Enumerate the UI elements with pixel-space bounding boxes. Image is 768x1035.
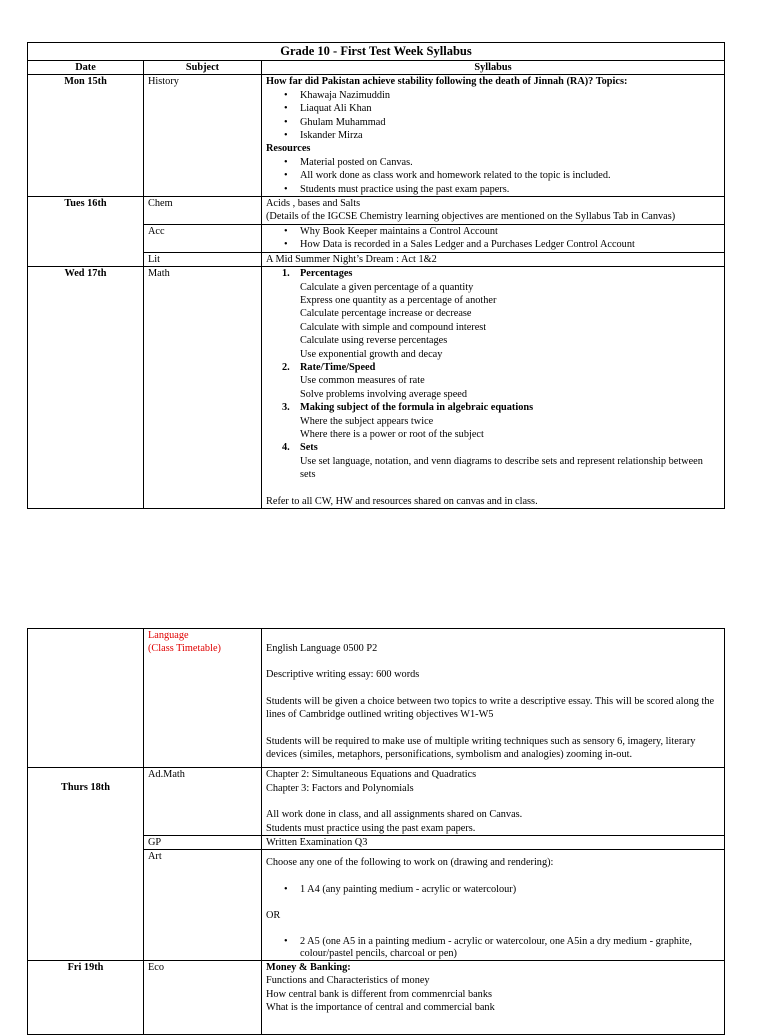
list-item: • Why Book Keeper maintains a Control Account [266,225,720,238]
resources-label: Resources [266,143,311,155]
section-line: Calculate with simple and compound interest [300,321,487,333]
subject-cell: Acc [144,224,262,252]
section-number: 3. [282,402,290,414]
table-row [28,75,725,197]
table-row [28,267,725,509]
eco-heading: Money & Banking: [266,961,351,973]
chem-line1: Acids , bases and Salts [266,198,361,210]
subject-cell: Math [144,267,262,509]
date-cell: Mon 15th [28,75,144,197]
admath-ch3: Chapter 3: Factors and Polynomials [266,782,414,794]
date-cell: Tues 16th [28,197,144,267]
syllabus-cell [262,629,725,768]
syllabus-table-page1 [27,42,725,509]
art-or: OR [266,910,281,922]
resources-list [266,156,720,196]
math-sections [266,267,720,482]
section-line: Where there is a power or root of the subject [300,428,484,440]
date-cell: Fri 19th [28,960,144,1035]
language-essay: Descriptive writing essay: 600 words [266,669,420,681]
language-paper: English Language 0500 P2 [266,643,378,654]
list-item: • Liaquat Ali Khan [266,102,720,115]
section-line: Where the subject appears twice [300,415,434,427]
section-heading: Making subject of the formula in algebraic equations [300,402,534,414]
section-heading: Sets [300,442,318,454]
eco-line: How central bank is different from commenrcial banks [266,988,492,1000]
date-cell [28,768,144,960]
acc-list [266,225,720,252]
subject-cell: Lit [144,252,262,266]
art-option2-list [266,936,720,960]
syllabus-cell: A Mid Summer Night’s Dream : Act 1&2 [262,252,725,266]
list-item: • 1 A4 (any painting medium - acrylic or watercolour) [266,883,720,896]
list-item: • Students must practice using the past exam papers. [266,183,720,196]
syllabus-cell [262,850,725,960]
list-item: • Ghulam Muhammad [266,116,720,129]
chem-line2: (Details of the IGCSE Chemistry learning objectives are mentioned on the Syllabus Tab in Canvas) [266,211,676,223]
subject-cell: Eco [144,960,262,1035]
section-number: 4. [282,442,290,454]
section-line: Use common measures of rate [300,375,425,387]
math-footer: Refer to all CW, HW and resources shared on canvas and in class. [266,495,538,507]
history-topics [266,89,720,143]
syllabus-cell: Written Examination Q3 [262,836,725,850]
date-text: Thurs 18th [61,782,110,794]
list-item [266,441,720,481]
language-label: Language [148,630,189,641]
syllabus-cell [262,768,725,836]
language-timetable-label: (Class Timetable) [148,643,221,655]
admath-ch2: Chapter 2: Simultaneous Equations and Quadratics [266,769,477,781]
syllabus-cell [262,267,725,509]
syllabus-cell [262,224,725,252]
table-title: Grade 10 - First Test Week Syllabus [28,43,725,61]
section-number: 2. [282,361,290,373]
table-row [28,768,725,836]
list-item: • Material posted on Canvas. [266,156,720,169]
admath-note1: All work done in class, and all assignments shared on Canvas. [266,809,523,821]
eco-line: What is the importance of central and commercial bank [266,1001,495,1013]
eco-line: Functions and Characteristics of money [266,975,430,987]
list-item [266,267,720,361]
section-line: Solve problems involving average speed [300,388,467,400]
section-line: Calculate percentage increase or decrease [300,308,472,320]
list-item: • 2 A5 (one A5 in a painting medium - acrylic or watercolour, one A5in a dry medium - graphite, colour/pastel pencils, charcoal or pen) [266,936,720,960]
language-para1: Students will be given a choice between two topics to write a descriptive essay. This will be scored along the lines of Cambridge outlined writing objectives W1-W5 [266,695,715,721]
subject-cell: History [144,75,262,197]
subject-cell: GP [144,836,262,850]
section-heading: Percentages [300,268,353,280]
subject-cell: Ad.Math [144,768,262,836]
language-para2: Students will be required to make use of multiple writing techniques such as sensory 6, imagery, literary devices (similes, metaphors, personifications, symbolism and analogies) zooming in-out. [266,735,696,761]
date-cell [28,629,144,768]
subject-cell [144,629,262,768]
header-syllabus: Syllabus [262,61,725,75]
section-line: Calculate using reverse percentages [300,335,448,347]
history-question: How far did Pakistan achieve stability following the death of Jinnah (RA)? Topics: [266,76,628,88]
section-heading: Rate/Time/Speed [300,361,376,373]
subject-cell: Art [144,850,262,960]
list-item: • All work done as class work and homework related to the topic is included. [266,169,720,182]
header-date: Date [28,61,144,75]
admath-note2: Students must practice using the past exam papers. [266,822,476,834]
section-line: Calculate a given percentage of a quantity [300,281,474,293]
section-number: 1. [282,268,290,280]
section-line: Use set language, notation, and venn diagrams to describe sets and represent relationship between sets [300,455,703,481]
syllabus-cell [262,75,725,197]
section-line: Express one quantity as a percentage of another [300,294,497,306]
header-subject: Subject [144,61,262,75]
date-cell: Wed 17th [28,267,144,509]
art-intro: Choose any one of the following to work on (drawing and rendering): [266,857,554,869]
list-item: • How Data is recorded in a Sales Ledger and a Purchases Ledger Control Account [266,238,720,251]
table-row [28,629,725,768]
art-option1-list [266,883,720,896]
subject-cell: Chem [144,197,262,225]
section-line: Use exponential growth and decay [300,348,443,360]
list-item: • Khawaja Nazimuddin [266,89,720,102]
syllabus-table-page2 [27,628,725,1035]
syllabus-cell [262,197,725,225]
list-item [266,361,720,401]
table-row [28,197,725,225]
list-item [266,401,720,441]
list-item: • Iskander Mirza [266,129,720,142]
